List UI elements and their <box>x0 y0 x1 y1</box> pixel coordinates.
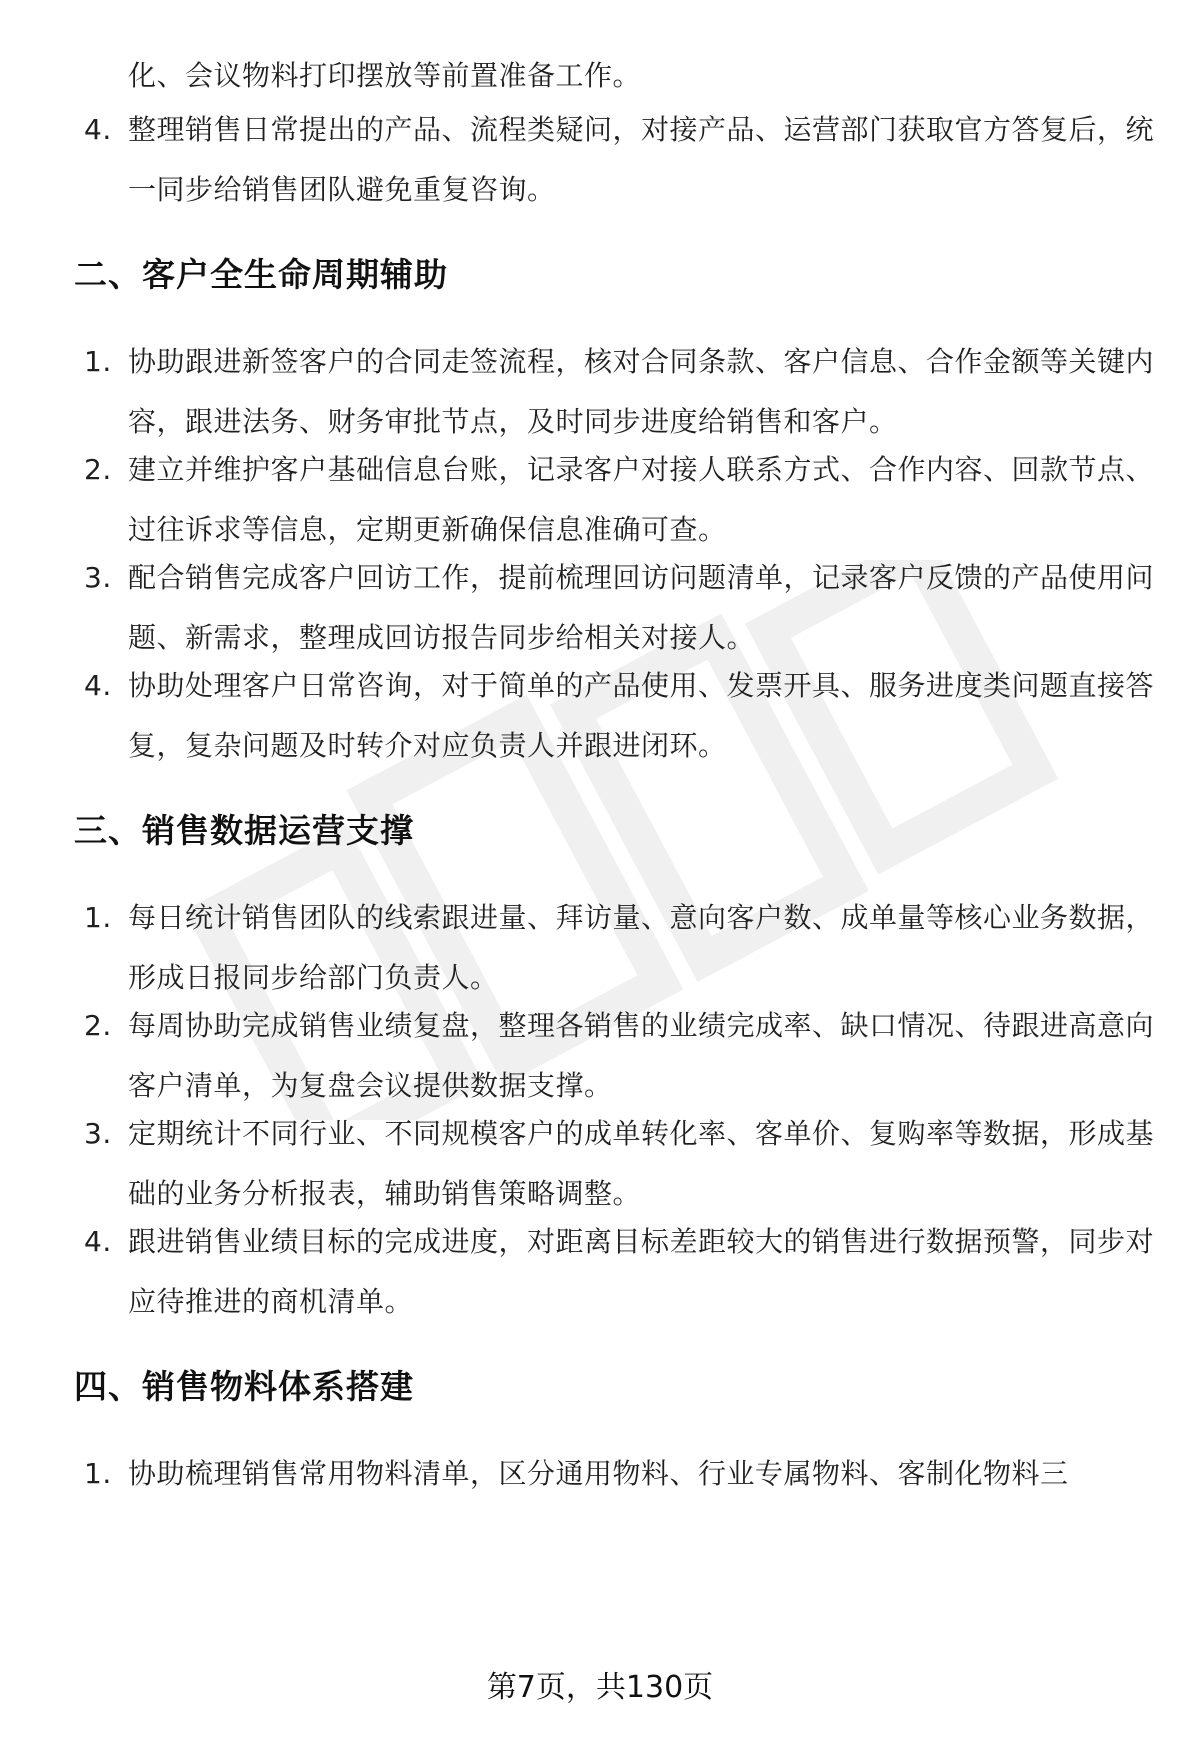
list-number: 2. <box>84 1009 112 1042</box>
list-number: 4. <box>84 1225 112 1258</box>
list-number: 4. <box>84 113 112 146</box>
list-number: 1. <box>84 345 112 378</box>
list-text: 建立并维护客户基础信息台账，记录客户对接人联系方式、合作内容、回款节点、过往诉求等信息，定期更新确保信息准确可查。 <box>128 453 1155 546</box>
section-heading: 四、销售物料体系搭建 <box>74 1367 414 1406</box>
page-number-footer: 第7页，共130页 <box>486 1670 714 1705</box>
list-text: 定期统计不同行业、不同规模客户的成单转化率、客单价、复购率等数据，形成基础的业务分析报表，辅助销售策略调整。 <box>128 1117 1155 1210</box>
list-number: 3. <box>84 561 112 594</box>
list-text: 每周协助完成销售业绩复盘，整理各销售的业绩完成率、缺口情况、待跟进高意向客户清单，为复盘会议提供数据支撑。 <box>128 1009 1155 1102</box>
list-number: 1. <box>84 1457 112 1490</box>
list-text: 跟进销售业绩目标的完成进度，对距离目标差距较大的销售进行数据预警，同步对应待推进的商机清单。 <box>128 1225 1155 1318</box>
list-text: 配合销售完成客户回访工作，提前梳理回访问题清单，记录客户反馈的产品使用问题、新需求，整理成回访报告同步给相关对接人。 <box>128 561 1155 654</box>
list-number: 3. <box>84 1117 112 1150</box>
continuation-text: 化、会议物料打印摆放等前置准备工作。 <box>128 59 642 92</box>
list-number: 1. <box>84 901 112 934</box>
list-text: 协助梳理销售常用物料清单，区分通用物料、行业专属物料、客制化物料三 <box>128 1457 1069 1490</box>
section-heading: 三、销售数据运营支撑 <box>74 811 414 850</box>
list-text: 协助处理客户日常咨询，对于简单的产品使用、发票开具、服务进度类问题直接答复，复杂问题及时转介对应负责人并跟进闭环。 <box>128 669 1155 762</box>
list-text: 协助跟进新签客户的合同走签流程，核对合同条款、客户信息、合作金额等关键内容，跟进法务、财务审批节点，及时同步进度给销售和客户。 <box>128 345 1155 438</box>
section-heading: 二、客户全生命周期辅助 <box>74 255 448 294</box>
list-number: 4. <box>84 669 112 702</box>
list-number: 2. <box>84 453 112 486</box>
list-text: 每日统计销售团队的线索跟进量、拜访量、意向客户数、成单量等核心业务数据，形成日报同步给部门负责人。 <box>128 901 1155 994</box>
list-text: 整理销售日常提出的产品、流程类疑问，对接产品、运营部门获取官方答复后，统一同步给销售团队避免重复咨询。 <box>128 113 1155 206</box>
